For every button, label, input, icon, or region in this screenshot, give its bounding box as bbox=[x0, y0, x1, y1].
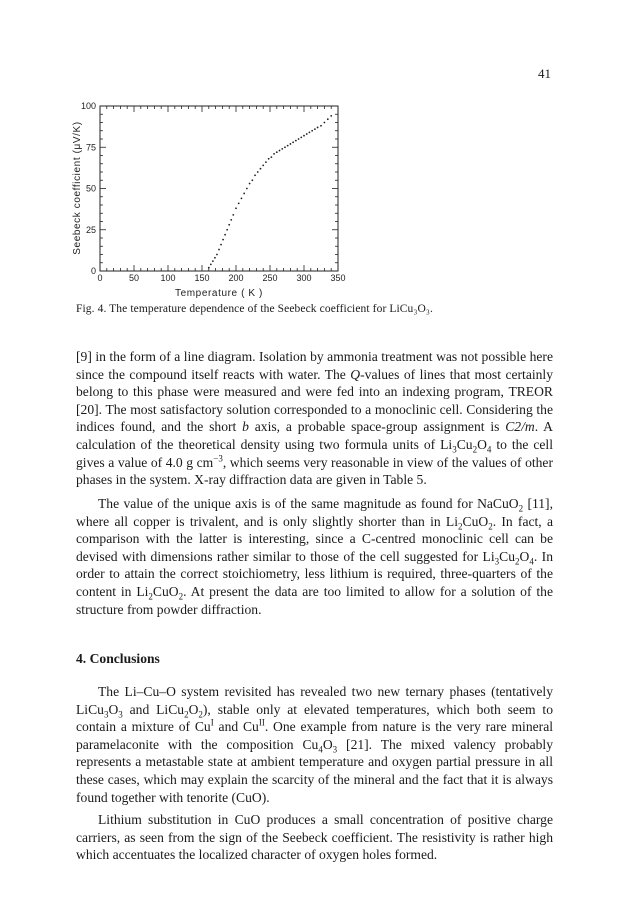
data-point bbox=[309, 132, 311, 134]
data-point bbox=[246, 188, 248, 190]
superscript: I bbox=[210, 717, 214, 728]
b-symbol: b bbox=[242, 419, 249, 435]
data-point bbox=[320, 125, 322, 127]
text-run: ), stable only at elevated temperatures, which both seem to contain a mixture of Cu bbox=[76, 701, 554, 735]
formula-part: O bbox=[477, 436, 487, 452]
y-tick-label: 25 bbox=[85, 224, 96, 235]
data-point bbox=[287, 145, 289, 147]
data-point bbox=[212, 260, 214, 262]
data-point bbox=[238, 202, 240, 204]
text-run: . At present the data are too limited to allow for a solution of the structure from powder diffraction. bbox=[76, 583, 553, 617]
data-point bbox=[228, 224, 230, 226]
data-point bbox=[216, 254, 218, 256]
text-run: . In fact, a comparison with the latter is interesting, since a C-centred monoclinic cell can be devised with dimensions rather similar to those of the cell suggested for Li bbox=[76, 513, 553, 564]
subscript: 2 bbox=[148, 591, 153, 602]
figure-caption: Fig. 4. The temperature dependence of the Seebeck coefficient for LiCu₃O₃. bbox=[76, 303, 433, 315]
formula-part: Li bbox=[440, 436, 453, 452]
formula-part: Cu bbox=[456, 436, 473, 452]
data-point bbox=[270, 156, 272, 158]
x-tick-label: 300 bbox=[296, 273, 312, 283]
data-point bbox=[324, 122, 326, 124]
text-run: O bbox=[188, 701, 199, 717]
subscript: 4 bbox=[318, 744, 323, 755]
paragraph-conclusions bbox=[76, 683, 553, 806]
data-point bbox=[298, 138, 300, 140]
data-point bbox=[281, 148, 283, 150]
data-point bbox=[268, 158, 270, 160]
subscript: 4 bbox=[486, 444, 492, 455]
x-tick-label: 50 bbox=[128, 273, 140, 283]
data-point bbox=[220, 244, 222, 246]
data-point bbox=[235, 207, 237, 209]
text-run: The Li–Cu–O system revisited has revealed two new ternary phases (tentatively LiCu bbox=[76, 684, 553, 717]
data-point bbox=[292, 141, 294, 143]
text-run: [11], where all copper is trivalent, and is only slightly shorter than in Li bbox=[76, 496, 553, 529]
text-run: , which seems very reasonable in view of the values of other phases in the system. X-ray diffraction data are given in Table 5. bbox=[76, 454, 553, 488]
paragraph-unique-axis bbox=[76, 495, 553, 618]
paragraph-lithium-substitution bbox=[76, 811, 553, 864]
data-point bbox=[327, 118, 329, 120]
data-point bbox=[224, 234, 226, 236]
data-point bbox=[257, 171, 259, 173]
x-tick-label: 350 bbox=[330, 273, 346, 283]
x-tick-label: 150 bbox=[194, 273, 210, 283]
data-point bbox=[208, 267, 210, 269]
data-point bbox=[241, 198, 243, 200]
x-tick-label: 250 bbox=[262, 273, 278, 283]
subscript: 2 bbox=[178, 591, 184, 602]
data-point bbox=[306, 133, 308, 135]
subscript: 2 bbox=[458, 521, 463, 532]
data-point bbox=[222, 239, 224, 241]
text-run: O bbox=[108, 701, 119, 717]
paragraph-indexing bbox=[76, 348, 553, 489]
section-heading: 4. Conclusions bbox=[76, 651, 160, 666]
data-point bbox=[232, 214, 234, 216]
text-run: . In order to attain the correct stoichiometry, less lithium is required, three-quarters of the content in Li bbox=[76, 548, 553, 599]
text-run: . One example from nature is the very rare mineral paramelaconite with the composition Cu bbox=[76, 719, 554, 752]
x-axis-label: Temperature ( K ) bbox=[174, 288, 264, 299]
text-run: . A calculation of the theoretical density using two formula units of bbox=[76, 419, 553, 452]
text-run: and Cu bbox=[213, 719, 259, 735]
text-run: and LiCu bbox=[122, 701, 185, 717]
subscript: 2 bbox=[184, 709, 189, 720]
subscript: 3 bbox=[103, 709, 109, 720]
data-point bbox=[303, 135, 305, 137]
y-tick-label: 75 bbox=[85, 142, 96, 153]
text-run: The value of the unique axis is of the same magnitude as found for NaCuO bbox=[98, 496, 519, 511]
x-tick-label: 200 bbox=[228, 273, 244, 283]
x-tick-label: 0 bbox=[97, 273, 103, 283]
subscript: 2 bbox=[472, 444, 478, 455]
data-point bbox=[254, 174, 256, 176]
data-point bbox=[262, 165, 264, 167]
data-point bbox=[265, 161, 267, 163]
data-point bbox=[260, 168, 262, 170]
data-point bbox=[249, 183, 251, 185]
text-run: axis, a probable space-group assignment is bbox=[248, 419, 506, 435]
y-tick-label: 50 bbox=[85, 183, 96, 194]
seebeck-chart bbox=[58, 96, 388, 306]
subscript: 4 bbox=[529, 556, 534, 567]
data-point bbox=[284, 146, 286, 148]
data-point bbox=[243, 193, 245, 195]
data-point bbox=[311, 130, 313, 132]
subscript: 2 bbox=[488, 521, 493, 532]
x-tick-label: 100 bbox=[160, 273, 176, 283]
data-point bbox=[279, 150, 281, 152]
y-axis-label: Seebeck coefficient (μV/K) bbox=[72, 121, 83, 255]
seebeck-figure bbox=[58, 96, 388, 306]
data-point bbox=[276, 151, 278, 153]
text-run: [21]. The mixed valency probably represents a metastable state at ambient temperature and oxygen partial pressure in all these cases, which may explain the scarcity of the mineral and the fact that it is always found together with tenorite (CuO). bbox=[76, 736, 554, 805]
data-point bbox=[214, 257, 216, 259]
data-point bbox=[210, 264, 212, 266]
subscript: 3 bbox=[332, 744, 338, 755]
superscript: −3 bbox=[213, 453, 223, 464]
text-run: CuO bbox=[462, 513, 489, 529]
data-point bbox=[273, 153, 275, 155]
subscript: 2 bbox=[518, 503, 524, 514]
y-tick-label: 0 bbox=[90, 266, 96, 276]
subscript: 3 bbox=[494, 556, 500, 567]
subscript: 2 bbox=[198, 709, 203, 720]
text-run: O bbox=[322, 736, 333, 752]
text-run: CuO bbox=[152, 583, 179, 599]
data-point bbox=[300, 136, 302, 138]
data-point bbox=[295, 140, 297, 142]
data-point bbox=[218, 249, 220, 251]
data-point bbox=[330, 115, 332, 117]
space-group: C2/m bbox=[505, 419, 535, 435]
superscript: II bbox=[258, 717, 265, 728]
subscript: 3 bbox=[118, 709, 123, 720]
data-point bbox=[251, 179, 253, 181]
data-point bbox=[317, 127, 319, 129]
data-point bbox=[230, 219, 232, 221]
data-point bbox=[314, 128, 316, 130]
data-point bbox=[290, 143, 292, 145]
text-run: -values of lines that most certainly belong to this phase were measured and were fed into an indexing program, TREOR [20]. The most satisfactory solution corresponded to a monoclinic cell. Considering the indices found, and the short bbox=[76, 366, 553, 435]
text-run: O bbox=[519, 548, 530, 564]
text-run: [9] in the form of a line diagram. Isolation by ammonia treatment was not possible here since the compound itself reacts with water. The bbox=[76, 349, 553, 382]
page-number: 41 bbox=[538, 66, 551, 81]
subscript: 2 bbox=[515, 556, 520, 567]
text-run: to the cell gives a value of 4.0 g cm bbox=[76, 436, 553, 470]
data-point bbox=[226, 229, 228, 231]
plot-frame bbox=[100, 106, 338, 271]
subscript: 3 bbox=[452, 444, 457, 455]
text-run: Cu bbox=[499, 548, 516, 564]
q-symbol: Q bbox=[350, 366, 361, 382]
y-tick-label: 100 bbox=[80, 101, 96, 111]
text-run: Lithium substitution in CuO produces a small concentration of positive charge carriers, as seen from the sign of the Seebeck coefficient. The resistivity is rather high which accentuates the localized character of oxygen holes formed. bbox=[76, 812, 553, 863]
